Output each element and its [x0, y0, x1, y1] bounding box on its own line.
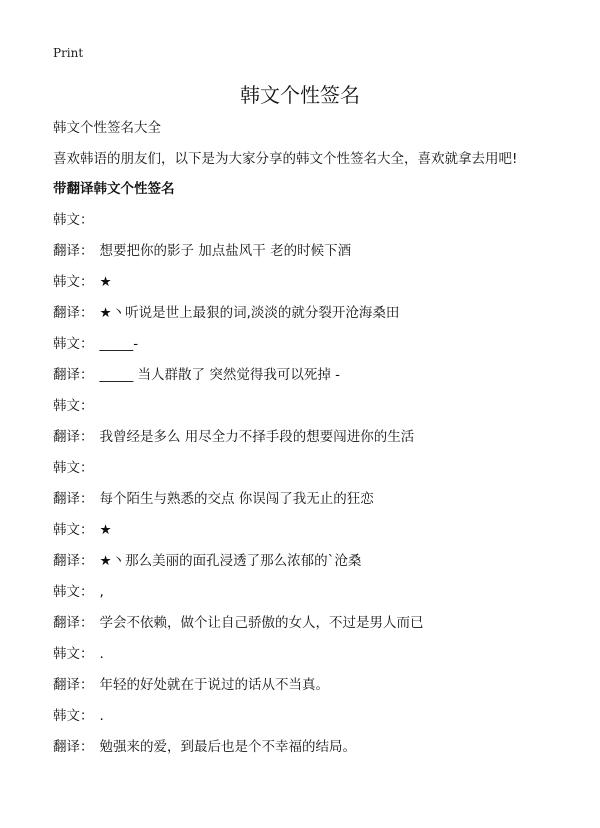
korean-line — [53, 458, 573, 489]
translation-text: 勉强来的爱，到最后也是个不幸福的结局。 — [99, 739, 356, 755]
translation-label: 翻译： — [53, 677, 94, 693]
translation-label: 翻译： — [53, 553, 94, 569]
korean-text: _____- — [99, 336, 139, 352]
translation-text: 我曾经是多么 用尽全力不择手段的想要闯进你的生活 — [99, 429, 415, 445]
korean-text: ★ — [99, 274, 112, 290]
print-label: Print — [53, 46, 84, 60]
document-body — [53, 118, 573, 768]
subtitle: 韩文个性签名大全 — [53, 120, 161, 136]
translation-text: _____ 当人群散了 突然觉得我可以死掉 - — [99, 367, 340, 383]
entries-list — [53, 210, 573, 768]
korean-label: 韩文： — [53, 460, 94, 476]
korean-line — [53, 272, 573, 303]
translation-label: 翻译： — [53, 491, 94, 507]
translation-line — [53, 365, 573, 396]
translation-line — [53, 675, 573, 706]
translation-label: 翻译： — [53, 429, 94, 445]
korean-line — [53, 520, 573, 551]
korean-label: 韩文： — [53, 584, 94, 600]
korean-line — [53, 210, 573, 241]
translation-label: 翻译： — [53, 305, 94, 321]
translation-line — [53, 489, 573, 520]
translation-line — [53, 613, 573, 644]
korean-label: 韩文： — [53, 708, 94, 724]
translation-line — [53, 427, 573, 458]
korean-label: 韩文： — [53, 522, 94, 538]
korean-label: 韩文： — [53, 274, 94, 290]
korean-label: 韩文： — [53, 336, 94, 352]
page-title: 韩文个性签名 — [240, 83, 360, 107]
section-heading: 带翻译韩文个性签名 — [53, 181, 175, 197]
translation-line — [53, 737, 573, 768]
translation-label: 翻译： — [53, 615, 94, 631]
korean-text: . — [99, 708, 104, 724]
korean-label: 韩文： — [53, 212, 94, 228]
translation-label: 翻译： — [53, 367, 94, 383]
translation-text: 年轻的好处就在于说过的话从不当真。 — [99, 677, 329, 693]
korean-text: ★ — [99, 522, 112, 538]
translation-text: 每个陌生与熟悉的交点 你误闯了我无止的狂恋 — [99, 491, 374, 507]
translation-text: 学会不依赖，做个让自己骄傲的女人，不过是男人而已 — [99, 615, 424, 631]
translation-text: 想要把你的影子 加点盐风干 老的时候下酒 — [99, 243, 352, 259]
translation-line — [53, 241, 573, 272]
korean-line — [53, 582, 573, 613]
translation-label: 翻译： — [53, 739, 94, 755]
translation-text: ★丶那么美丽的面孔浸透了那么浓郁的`沧桑 — [99, 553, 362, 569]
korean-line — [53, 334, 573, 365]
translation-text: ★丶听说是世上最狠的词,淡淡的就分裂开沧海桑田 — [99, 305, 400, 321]
korean-label: 韩文： — [53, 646, 94, 662]
korean-line — [53, 706, 573, 737]
korean-label: 韩文： — [53, 398, 94, 414]
korean-line — [53, 644, 573, 675]
korean-line — [53, 396, 573, 427]
korean-text: . — [99, 646, 104, 662]
translation-line — [53, 551, 573, 582]
korean-text: , — [99, 584, 104, 600]
translation-label: 翻译： — [53, 243, 94, 259]
translation-line — [53, 303, 573, 334]
intro-paragraph: 喜欢韩语的朋友们，以下是为大家分享的韩文个性签名大全，喜欢就拿去用吧! — [53, 151, 518, 167]
